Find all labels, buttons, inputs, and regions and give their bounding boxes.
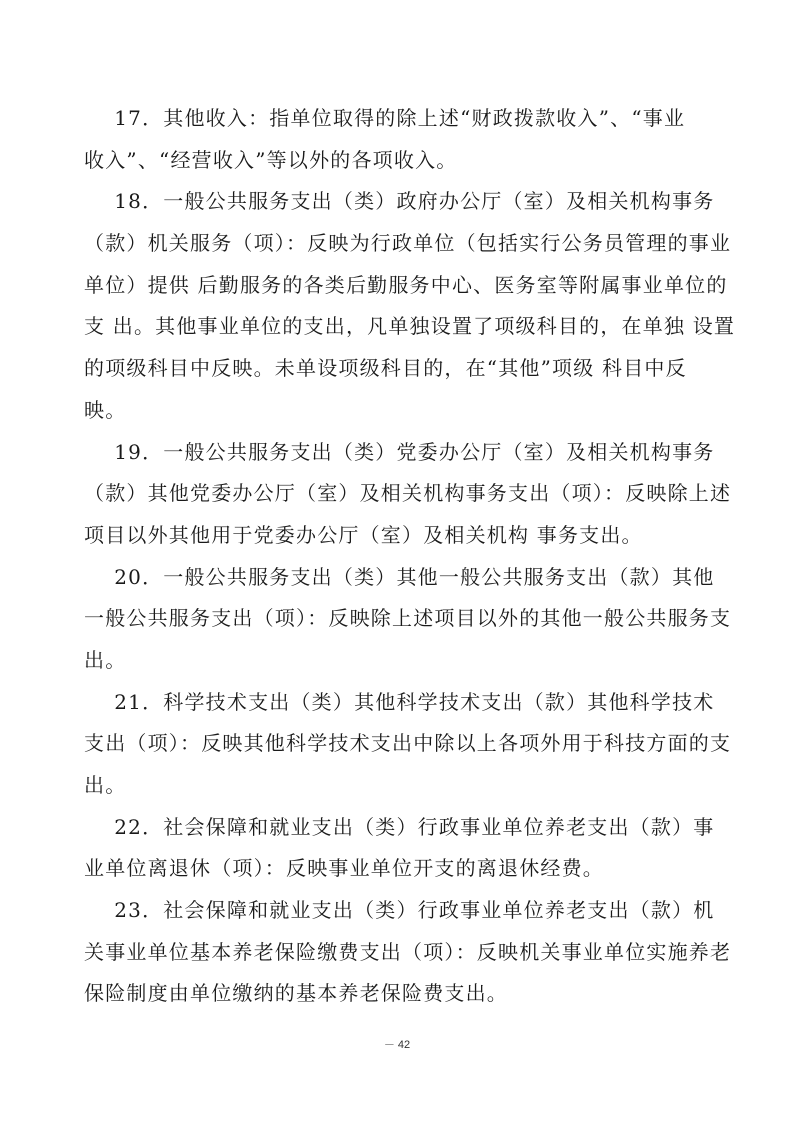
text-line: （款）其他党委办公厅（室）及相关机构事务支出（项）：反映除上述 — [84, 481, 732, 506]
text-line: 一般公共服务支出（项）：反映除上述项目以外的其他一般公共服务支 — [84, 606, 732, 631]
item-19 — [84, 432, 732, 557]
text-line: 业单位离退休（项）：反映事业单位开支的离退休经费。 — [84, 856, 604, 881]
page-number: － 42 — [383, 1039, 411, 1051]
text-line: 的项级科目中反映。未单设项级科目的，在“其他”项级 科目中反 — [84, 356, 687, 381]
body-text — [84, 98, 736, 1015]
text-line: 出。 — [84, 647, 127, 672]
item-20 — [84, 557, 732, 682]
text-line: 关事业单位基本养老保险缴费支出（项）：反映机关事业单位实施养老 — [84, 939, 732, 964]
text-line: 22．社会保障和就业支出（类）行政事业单位养老支出（款）事 — [84, 814, 715, 839]
text-line: 收入”、“经营收入”等以外的各项收入。 — [84, 147, 458, 172]
item-17 — [84, 98, 724, 181]
item-22 — [84, 807, 724, 890]
text-line: 项目以外其他用于党委办公厅（室）及相关机构 事务支出。 — [84, 522, 643, 547]
text-line: 17．其他收入：指单位取得的除上述“财政拨款收入”、“事业 — [84, 106, 686, 130]
text-line: 19．一般公共服务支出（类）党委办公厅（室）及相关机构事务 — [84, 439, 715, 464]
text-line: 单位）提供 后勤服务的各类后勤服务中心、医务室等附属事业单位的 — [84, 272, 728, 297]
text-line: 21．科学技术支出（类）其他科学技术支出（款）其他科学技术 — [84, 689, 715, 714]
text-line: 20．一般公共服务支出（类）其他一般公共服务支出（款）其他 — [84, 564, 715, 589]
text-line: 保险制度由单位缴纳的基本养老保险费支出。 — [84, 981, 508, 1006]
item-21 — [84, 682, 732, 807]
text-line: 支出（项）：反映其他科学技术支出中除以上各项外用于科技方面的支 — [84, 731, 732, 756]
item-18 — [84, 181, 736, 431]
item-23 — [84, 890, 732, 1015]
text-line: 支 出。其他事业单位的支出，凡单独设置了项级科目的，在单独 设置 — [84, 314, 736, 339]
text-line: 映。 — [84, 397, 127, 422]
text-line: 18．一般公共服务支出（类）政府办公厅（室）及相关机构事务 — [84, 189, 715, 214]
text-line: （款）机关服务（项）：反映为行政单位（包括实行公务员管理的事业 — [84, 231, 732, 256]
text-line: 23．社会保障和就业支出（类）行政事业单位养老支出（款）机 — [84, 898, 715, 923]
text-line: 出。 — [84, 773, 127, 797]
